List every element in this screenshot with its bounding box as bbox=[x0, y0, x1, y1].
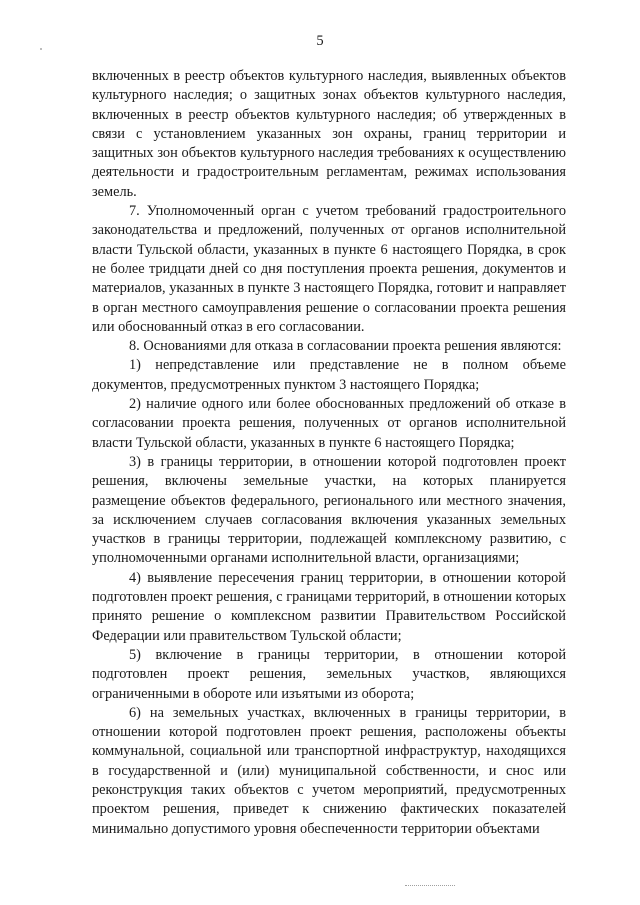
paragraph-item-8: 8. Основаниями для отказа в согласовании проекта решения являются: bbox=[129, 338, 562, 355]
subitem-2: 2) наличие одного или более обоснованных предложений об отказе в согласовании проекта решения, полученных от органов исполнительной власти Тульской области, указанных в пункте 6 настоящего Порядка; bbox=[92, 396, 566, 451]
subitem-1: 1) непредставление или представление не в полном объеме документов, предусмотренных пунктом 3 настоящего Порядка; bbox=[92, 357, 566, 393]
paragraph-item-7: 7. Уполномоченный орган с учетом требований градостроительного законодательства и предложений, полученных от органов исполнительной власти Тульской области, указанных в пункте 6 настоящего Порядка, в срок не более тридцати дней со дня поступления проекта решения, документов и материалов, указанных в пункте 3 настоящего Порядка, готовит и направляет в орган местного самоуправления решение о согласовании проекта решения или обоснованный отказ в его согласовании. bbox=[92, 203, 566, 335]
subitem-3: 3) в границы территории, в отношении которой подготовлен проект решения, включены земельные участки, на которых планируется размещение объектов федерального, регионального или местного значения, за исключением случаев согласования включения указанных земельных участков в границы территории, подлежащей комплексному развитию, с уполномоченными органами исполнительной власти, организациями; bbox=[92, 453, 566, 567]
paragraph-continuation: включенных в реестр объектов культурного наследия, выявленных объектов культурного наследия; о защитных зонах объектов культурного наследия, включенных в реестр объектов культурного наследия; об утвержденных в связи с установлением указанных зон охраны, границ территории и защитных зон объектов культурного наследия требованиях к осуществлению деятельности и градостроительным регламентам, режимах использования земель. bbox=[92, 68, 566, 200]
page-number: 5 bbox=[316, 33, 324, 49]
footer-rule bbox=[405, 885, 455, 886]
body-text bbox=[92, 67, 566, 839]
subitem-4: 4) выявление пересечения границ территории, в отношении которой подготовлен проект решения, с границами территорий, в отношении которых принято решение о комплексном развитии Правительством Российской Федерации или правительством Тульской области; bbox=[92, 569, 566, 644]
subitem-6: 6) на земельных участках, включенных в границы территории, в отношении которой подготовлен проект решения, расположены объекты коммунальной, социальной или транспортной инфраструктур, находящихся в государственной и (или) муниципальной собственности, и снос или реконструкция таких объектов с учетом мероприятий, предусмотренных проектом решения, приведет к снижению фактических показателей минимально допустимого уровня обеспеченности территории объектами bbox=[92, 704, 566, 837]
subitem-5: 5) включение в границы территории, в отношении которой подготовлен проект решения, земельных участков, являющихся ограниченными в обороте или изъятыми из оборота; bbox=[92, 646, 566, 702]
